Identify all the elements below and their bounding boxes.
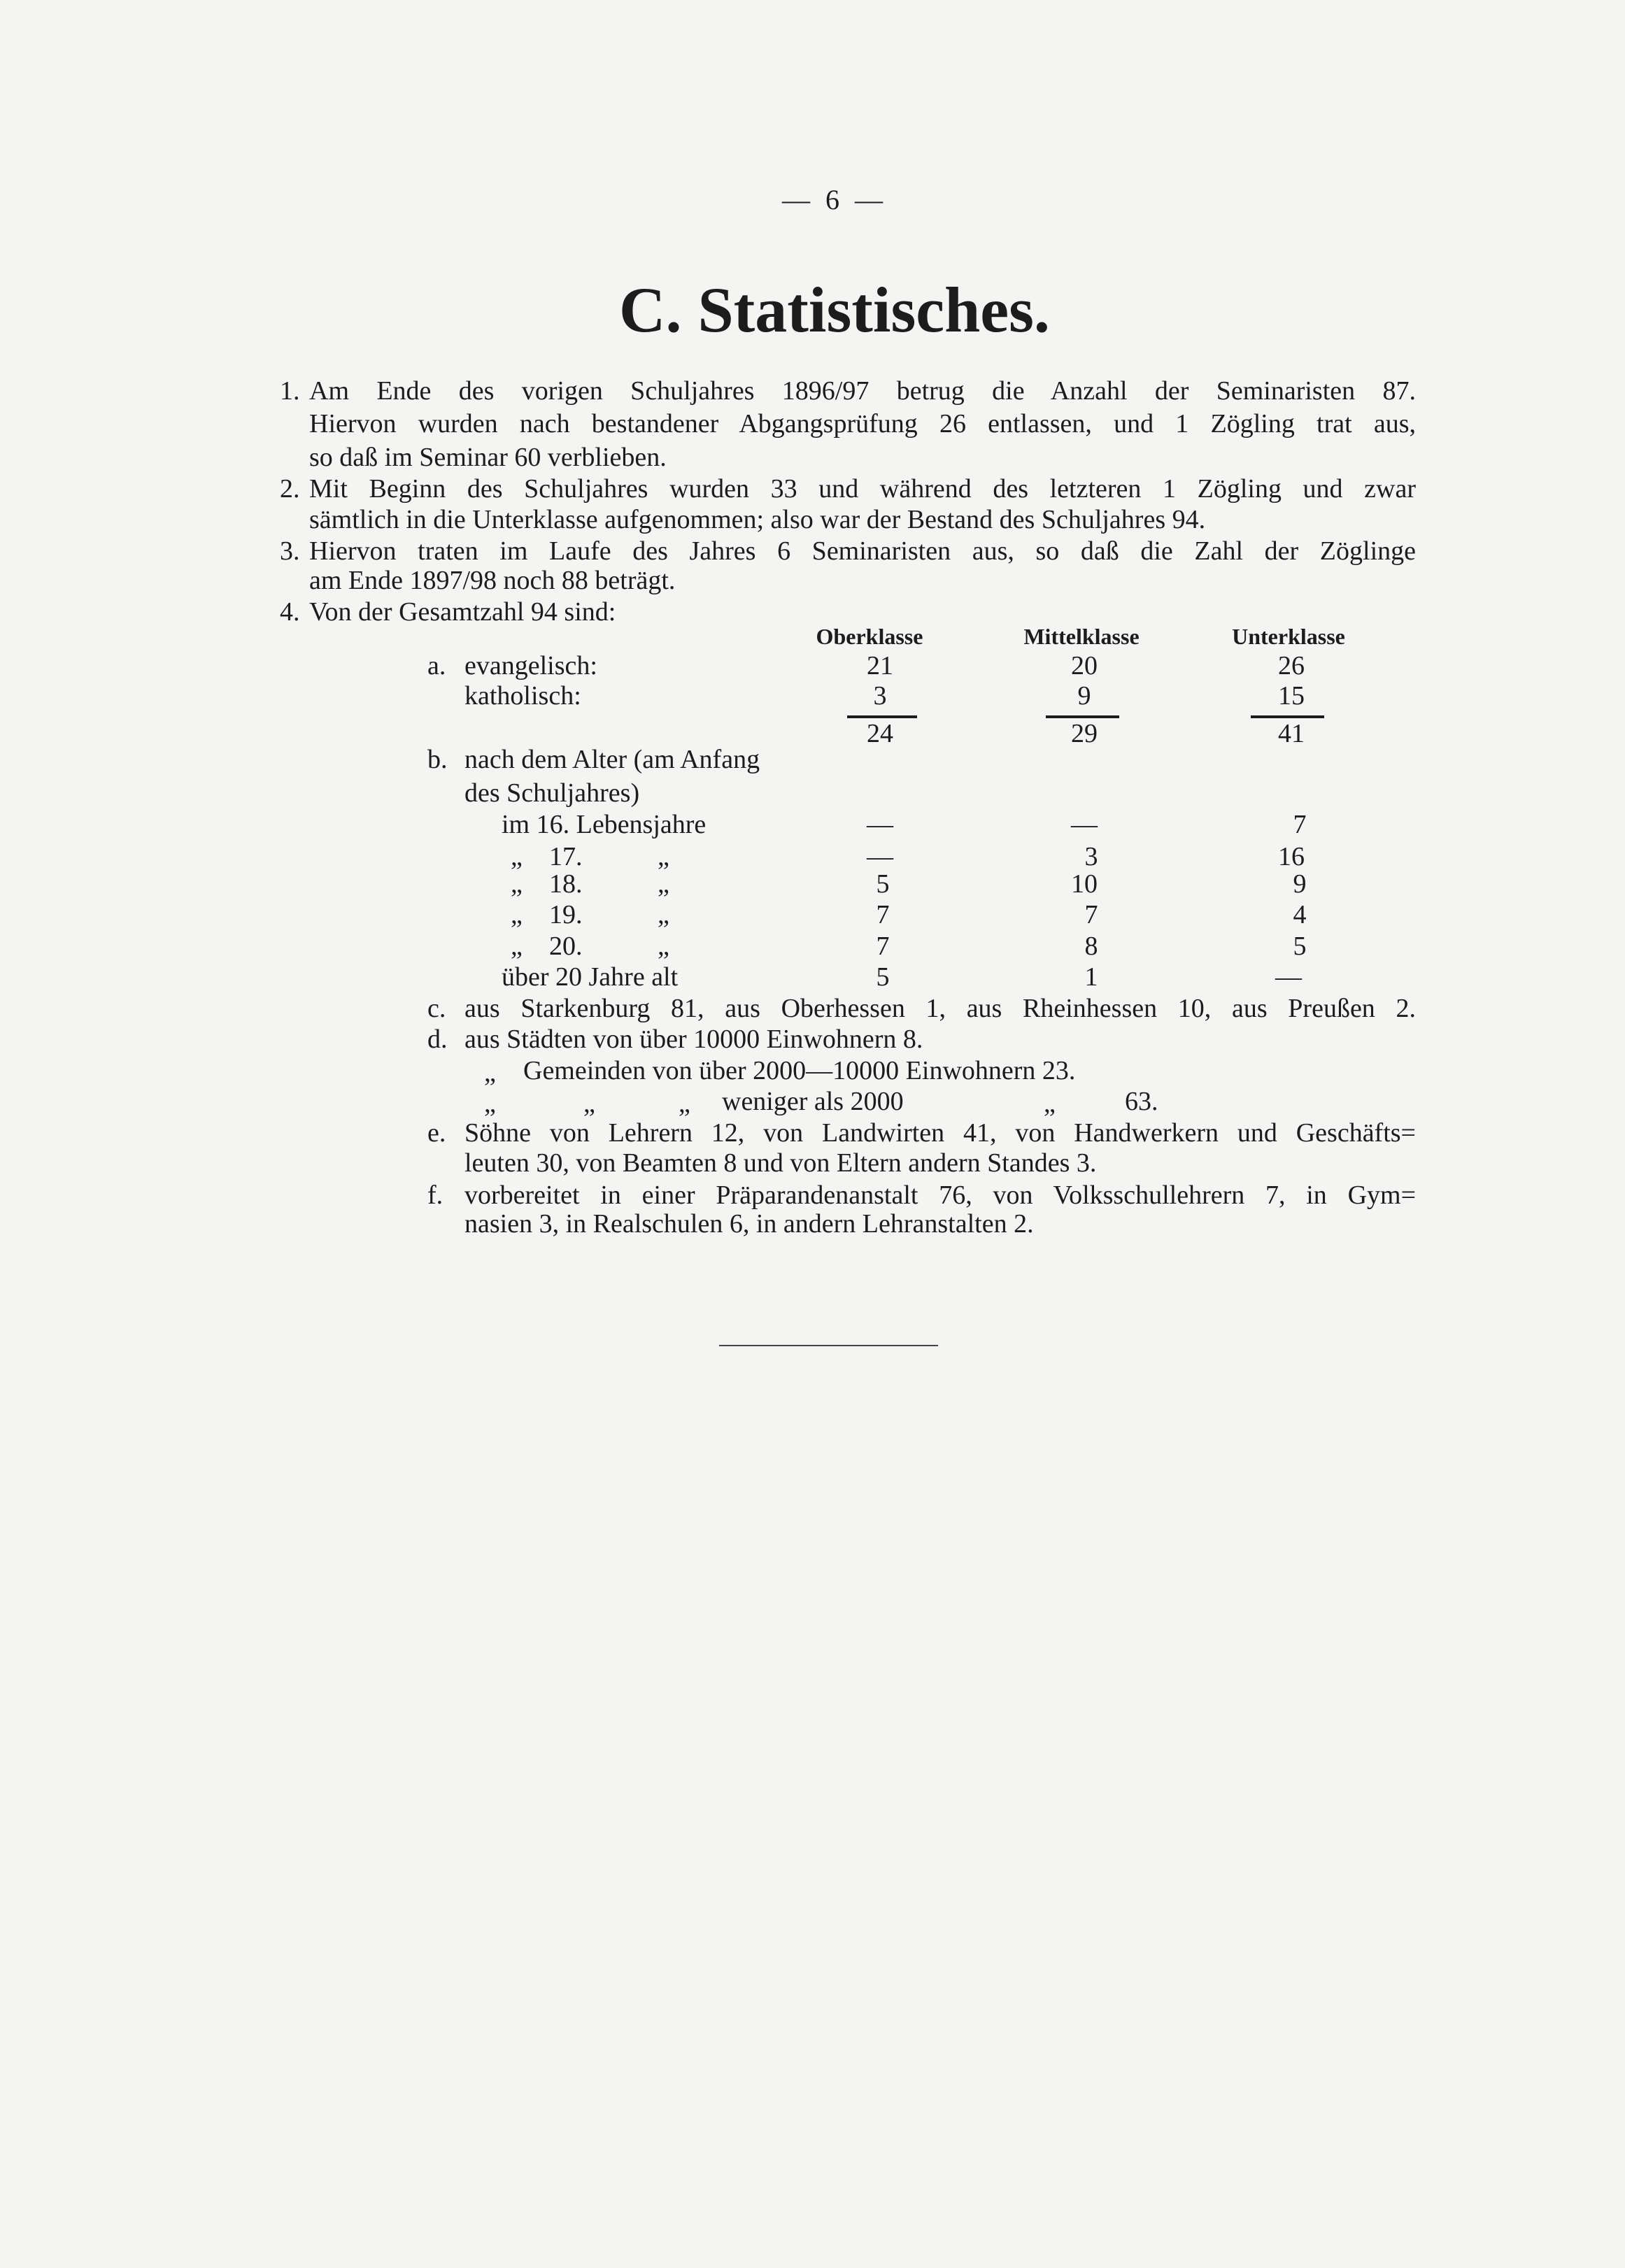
cell: 7 [876, 900, 890, 929]
row-label: 20. [549, 932, 583, 961]
page-number: — 6 — [782, 184, 887, 215]
cell: 3 [873, 681, 887, 711]
sub-letter: c. [427, 994, 446, 1023]
item-number: 2. [280, 474, 300, 504]
sub-letter: f. [427, 1181, 443, 1210]
ditto-mark: „ [511, 842, 523, 871]
column-header-mittelklasse: Mittelklasse [1023, 624, 1140, 649]
row-label: über 20 Jahre alt [502, 962, 679, 992]
sub-letter: b. [427, 745, 448, 774]
item-number: 1. [280, 376, 300, 406]
cell: 4 [1293, 900, 1307, 929]
cell: 5 [876, 962, 890, 992]
paragraph-line: am Ende 1897/98 noch 88 beträgt. [309, 566, 676, 595]
sub-letter: a. [427, 651, 446, 680]
cell: 7 [1084, 900, 1098, 929]
paragraph-line: vorbereitet in einer Präparandenanstalt 76, von Volksschullehrern 7, in Gym= [464, 1181, 1416, 1210]
section-divider [719, 1345, 938, 1346]
paragraph-line: Hiervon traten im Laufe des Jahres 6 Seminaristen aus, so daß die Zahl der Zöglinge [309, 536, 1416, 566]
ditto-mark: „ [511, 869, 523, 899]
cell: 21 [867, 651, 893, 680]
sub-letter: e. [427, 1118, 446, 1148]
cell: — [1071, 810, 1098, 839]
cell: 9 [1077, 681, 1091, 711]
cell: — [1275, 962, 1302, 992]
item-number: 4. [280, 597, 300, 627]
cell: 8 [1084, 932, 1098, 961]
paragraph-line: des Schuljahres) [464, 778, 640, 808]
ditto-mark: „ [658, 869, 669, 899]
paragraph-line: aus Städten von über 10000 Einwohnern 8. [464, 1025, 923, 1054]
ditto-mark: „ [484, 1089, 496, 1118]
value: 63. [1125, 1087, 1158, 1116]
paragraph-line: Am Ende des vorigen Schuljahres 1896/97 betrug die Anzahl der Seminaristen 87. [309, 376, 1416, 406]
row-label: 19. [549, 900, 583, 929]
total-cell: 29 [1071, 719, 1098, 748]
row-label: evangelisch: [464, 651, 597, 680]
cell: 5 [1293, 932, 1307, 961]
paragraph-line: Von der Gesamtzahl 94 sind: [309, 597, 616, 627]
ditto-mark: „ [511, 932, 523, 961]
paragraph-line: Mit Beginn des Schuljahres wurden 33 und während des letzteren 1 Zögling und zwar [309, 474, 1416, 504]
cell: 5 [876, 869, 890, 899]
cell: 20 [1071, 651, 1098, 680]
ditto-mark: „ [658, 842, 669, 871]
cell: — [867, 810, 893, 839]
total-cell: 41 [1278, 719, 1305, 748]
paragraph-line: Gemeinden von über 2000—10000 Einwohnern 23. [523, 1056, 1076, 1085]
cell: 7 [876, 932, 890, 961]
paragraph-line: Hiervon wurden nach bestandener Abgangsprüfung 26 entlassen, und 1 Zögling trat aus, [309, 409, 1416, 438]
paragraph-line: weniger als 2000 [722, 1087, 904, 1116]
row-label: 17. [549, 842, 583, 871]
cell: — [867, 842, 893, 871]
paragraph-line: leuten 30, von Beamten 8 und von Eltern andern Standes 3. [464, 1148, 1097, 1178]
paragraph-line: nasien 3, in Realschulen 6, in andern Lehranstalten 2. [464, 1209, 1034, 1239]
cell: 15 [1278, 681, 1305, 711]
paragraph-line: aus Starkenburg 81, aus Oberhessen 1, aus Rheinhessen 10, aus Preußen 2. [464, 994, 1416, 1023]
cell: 1 [1084, 962, 1098, 992]
row-label: im 16. Lebensjahre [502, 810, 707, 839]
column-header-unterklasse: Unterklasse [1232, 624, 1345, 649]
paragraph-line: sämtlich in die Unterklasse aufgenommen; also war der Bestand des Schuljahres 94. [309, 505, 1206, 534]
ditto-mark: „ [679, 1089, 690, 1118]
cell: 26 [1278, 651, 1305, 680]
row-label: katholisch: [464, 681, 581, 711]
ditto-mark: „ [511, 900, 523, 929]
section-title: C. Statistisches. [619, 274, 1050, 345]
cell: 3 [1084, 842, 1098, 871]
cell: 7 [1293, 810, 1307, 839]
paragraph-line: Söhne von Lehrern 12, von Landwirten 41, von Handwerkern und Geschäfts= [464, 1118, 1416, 1148]
column-header-oberklasse: Oberklasse [816, 624, 923, 649]
ditto-mark: „ [583, 1089, 595, 1118]
ditto-mark: „ [658, 900, 669, 929]
row-label: 18. [549, 869, 583, 899]
item-number: 3. [280, 536, 300, 566]
paragraph-line: nach dem Alter (am Anfang [464, 745, 760, 774]
total-cell: 24 [867, 719, 893, 748]
cell: 9 [1293, 869, 1307, 899]
ditto-mark: „ [1044, 1089, 1056, 1118]
sub-letter: d. [427, 1025, 448, 1054]
ditto-mark: „ [484, 1058, 496, 1087]
ditto-mark: „ [658, 932, 669, 961]
paragraph-line: so daß im Seminar 60 verblieben. [309, 443, 667, 472]
cell: 16 [1278, 842, 1305, 871]
cell: 10 [1071, 869, 1098, 899]
